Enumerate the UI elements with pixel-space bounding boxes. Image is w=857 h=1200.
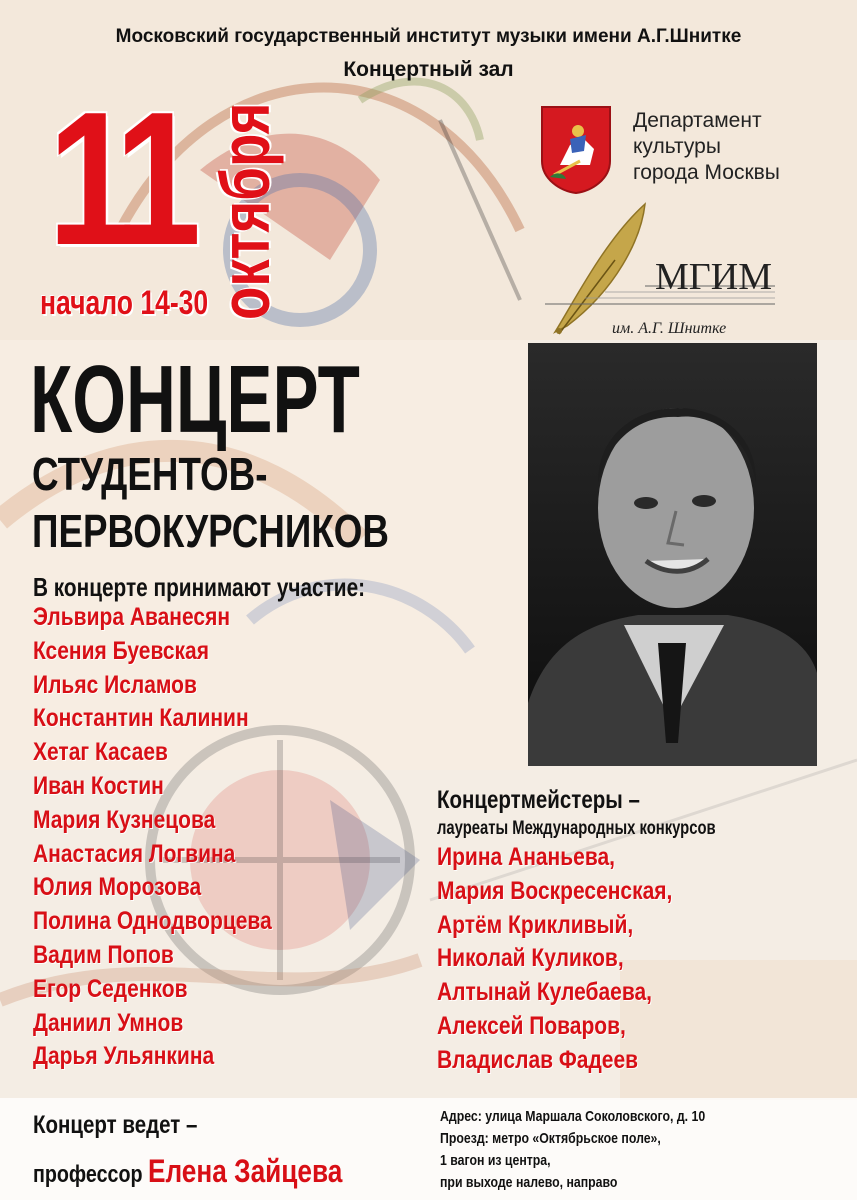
performer-name: Эльвира Аванесян [33,603,231,631]
mgim-logo-subtitle: им. А.Г. Шнитке [612,320,727,337]
moscow-coat-of-arms-icon [540,105,612,195]
concert-title: КОНЦЕРТ [30,346,360,453]
performer-name: Даниил Умнов [33,1008,184,1037]
mgim-logo-name: МГИМ [655,256,772,298]
address-block [440,1106,705,1194]
accompanists-list [437,843,717,1080]
host-line [33,1153,342,1190]
accompanist-name: Мария Воскресенская, [437,876,673,905]
address-line: Адрес: улица Маршала Соколовского, д. 10 [440,1108,706,1125]
start-time: начало 14-30 [40,284,209,322]
address-line: Проезд: метро «Октябрьское поле», [440,1130,661,1147]
performer-name: Полина Однодворцева [33,907,272,936]
moscow-department-line: города Москвы [633,161,780,184]
performer-name: Анастасия Логвина [33,839,236,868]
performer-name: Константин Калинин [33,704,249,733]
accompanist-name: Артём Крикливый, [437,910,634,939]
performer-name: Иван Костин [33,771,164,800]
performers-list [33,603,317,1076]
accompanists-subheading: лауреаты Международных конкурсов [437,818,716,839]
host-heading: Концерт ведет – [33,1111,198,1139]
performer-name: Хетаг Касаев [33,738,168,767]
moscow-department-line: культуры [633,135,721,158]
composer-portrait-photo [528,343,817,766]
accompanist-name: Алтынай Кулебаева, [437,978,653,1007]
hall-name: Концертный зал [343,58,514,81]
address-line: при выходе налево, направо [440,1174,618,1191]
performer-name: Вадим Попов [33,940,174,969]
moscow-department-line: Департамент [633,109,762,132]
accompanist-name: Владислав Фадеев [437,1045,639,1074]
performer-name: Ксения Буевская [33,636,209,665]
performer-name: Дарья Ульянкина [33,1042,215,1071]
performer-name: Ильяс Исламов [33,670,197,699]
accompanist-name: Алексей Поваров, [437,1011,626,1040]
moscow-department-text [633,108,780,186]
accompanist-name: Николай Куликов, [437,944,624,973]
date-day: 11 [48,73,190,285]
participants-heading: В концерте принимают участие: [33,572,366,602]
host-title: профессор [33,1161,143,1188]
institute-name: Московский государственный институт музыки имени А.Г.Шнитке [115,26,742,47]
concert-subtitle-line2: ПЕРВОКУРСНИКОВ [32,505,389,557]
accompanists-heading: Концертмейстеры – [437,786,640,814]
performer-name: Егор Седенков [33,974,188,1003]
host-name: Елена Зайцева [147,1153,343,1189]
date-month: октября [206,102,284,320]
concert-subtitle-line1: СТУДЕНТОВ- [32,448,268,500]
performer-name: Юлия Морозова [33,873,202,902]
performer-name: Мария Кузнецова [33,805,216,834]
accompanist-name: Ирина Ананьева, [437,843,615,871]
address-line: 1 вагон из центра, [440,1152,551,1169]
